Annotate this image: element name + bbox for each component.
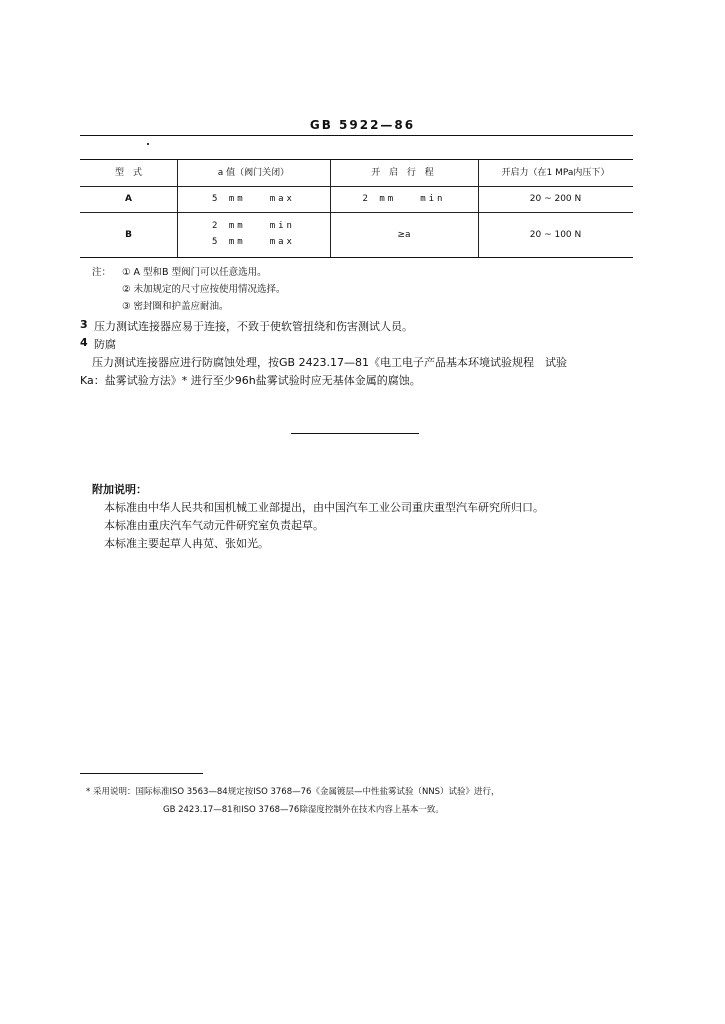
table-row-rule: [80, 212, 633, 213]
table-cell-type: A: [125, 194, 132, 204]
additional-line: 本标准由重庆汽车气动元件研究室负责起草。: [104, 519, 324, 532]
section-heading: 防腐: [94, 338, 116, 351]
section-number: 3: [80, 318, 88, 331]
footnote-line: GB 2423.17—81和ISO 3768—76除湿度控制外在技术内容上基本一致。: [163, 805, 444, 815]
section-divider: [291, 433, 419, 434]
section-text: 压力测试连接器应易于连接，不致于使软管扭绕和伤害测试人员。: [94, 320, 413, 333]
table-header-rule: [80, 186, 633, 187]
note-item: ② 未加规定的尺寸应按使用情况选择。: [122, 284, 286, 295]
standard-number-header: GB 5922—86: [309, 118, 416, 132]
table-cell-a-value: 5 mm max: [212, 194, 295, 204]
paragraph-line: 压力测试连接器应进行防腐蚀处理，按GB 2423.17—81《电工电子产品基本环境试验规程 试验: [92, 356, 568, 369]
note-item: ③ 密封圈和护盖应耐油。: [122, 301, 229, 312]
table-cell-stroke: 2 mm min: [362, 194, 446, 204]
table-header-stroke: 开 启 行 程: [371, 168, 437, 178]
table-cell-stroke: ≥a: [397, 230, 411, 240]
notes-prefix: 注：: [92, 267, 112, 278]
table-cell-a-value-max: 5 mm max: [212, 237, 295, 247]
paragraph-line: Ka：盐雾试验方法》* 进行至少96h盐雾试验时应无基体金属的腐蚀。: [80, 374, 421, 387]
scan-speck: [147, 143, 149, 145]
table-cell-a-value-min: 2 mm min: [212, 221, 295, 231]
additional-title: 附加说明：: [92, 483, 147, 496]
additional-line: 本标准由中华人民共和国机械工业部提出，由中国汽车工业公司重庆重型汽车研究所归口。: [104, 501, 544, 514]
section-number: 4: [80, 336, 88, 349]
table-cell-force: 20 ~ 200 N: [529, 194, 582, 204]
additional-line: 本标准主要起草人冉苋、张如光。: [104, 537, 269, 550]
note-item: ① A 型和B 型阀门可以任意选用。: [122, 267, 267, 278]
footnote-rule: [80, 773, 203, 774]
table-header-type: 型 式: [114, 168, 142, 178]
spec-table: [80, 159, 633, 258]
header-rule: [80, 135, 633, 136]
table-header-force: 开启力（在1 MPa内压下）: [501, 168, 610, 178]
table-header-a-value: a 值（阀门关闭）: [217, 168, 290, 178]
table-cell-force: 20 ~ 100 N: [529, 230, 582, 240]
table-cell-type: B: [125, 230, 132, 240]
footnote-line: * 采用说明：国际标准ISO 3563—84规定按ISO 3768—76《金属镀层—中性盐雾试验（NNS）试验》进行，: [86, 787, 500, 797]
